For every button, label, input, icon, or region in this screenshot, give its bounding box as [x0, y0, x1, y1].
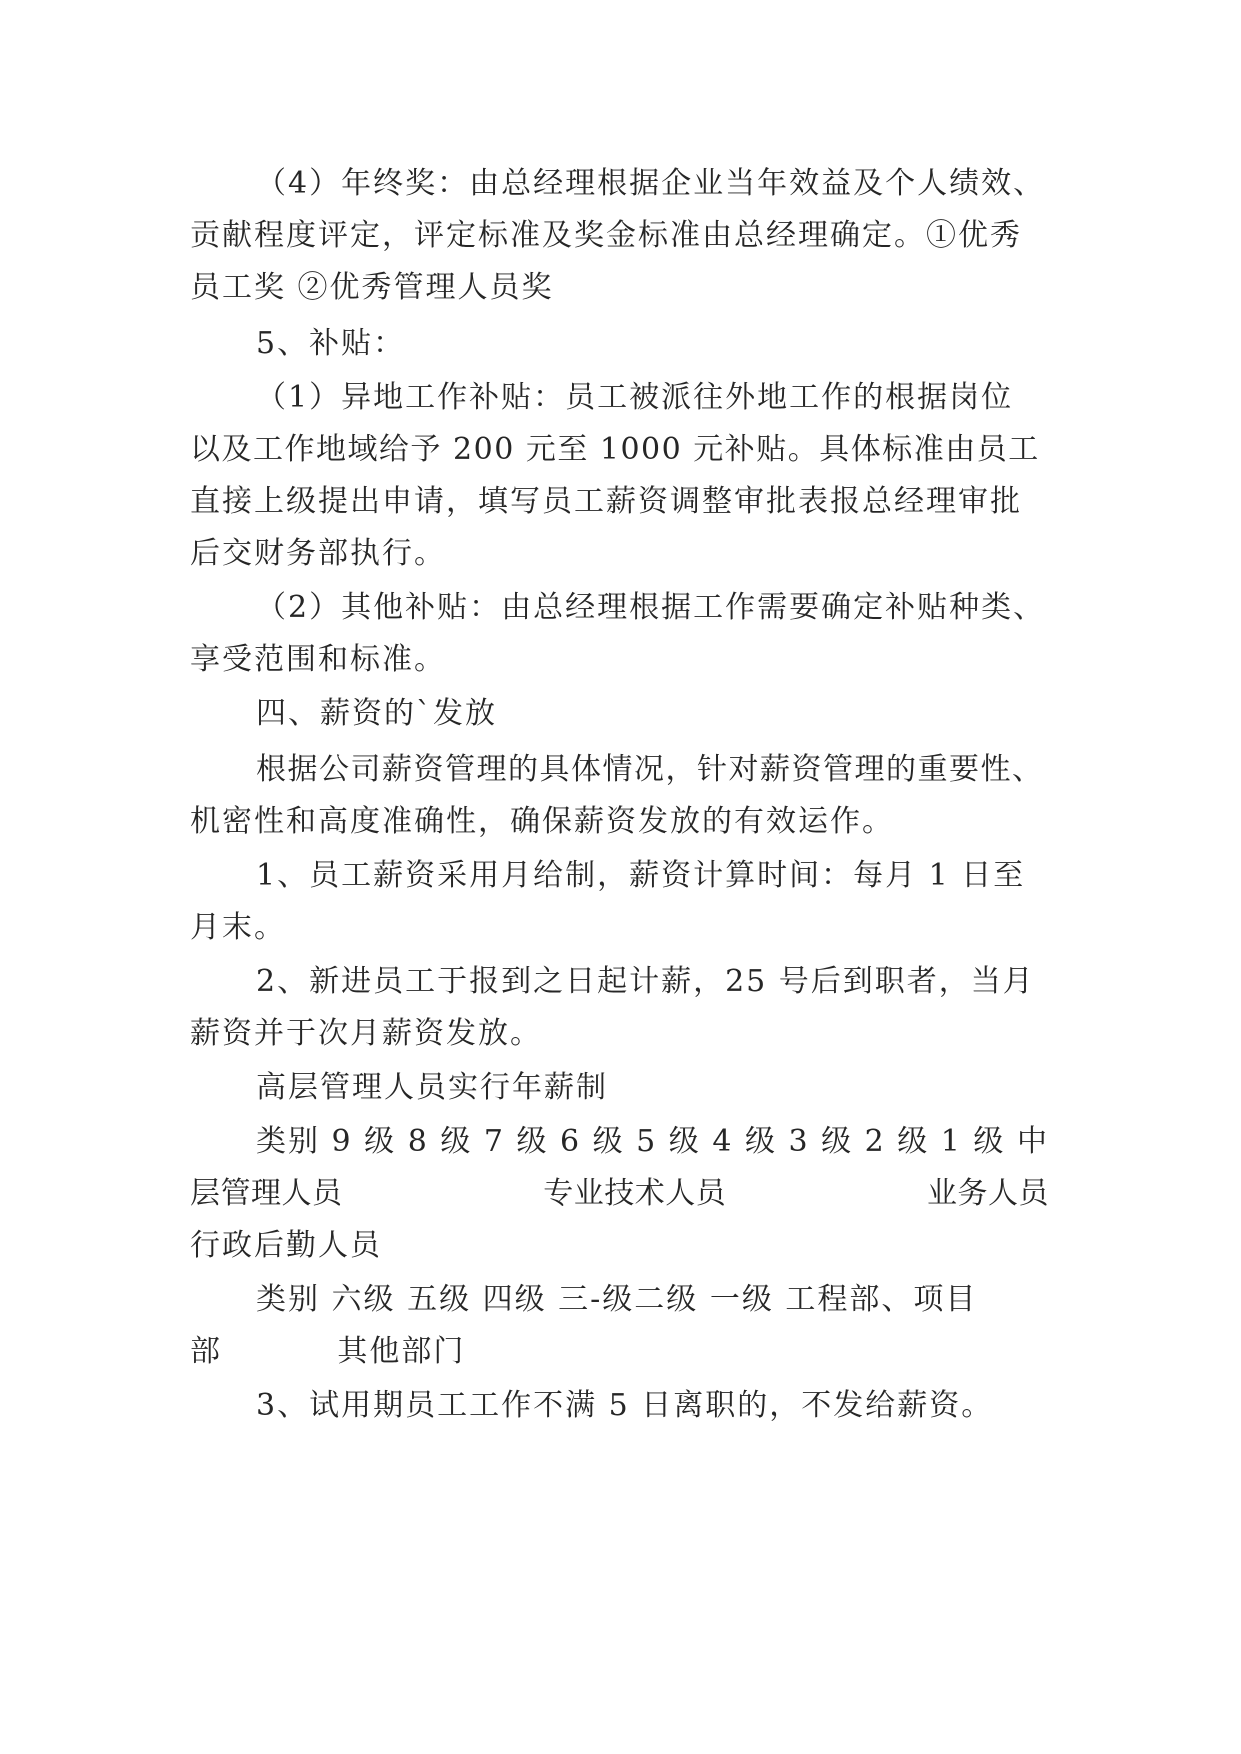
paragraph-line: 根据公司薪资管理的具体情况，针对薪资管理的重要性、	[256, 752, 1044, 787]
paragraph-line: 1、员工薪资采用月给制，薪资计算时间：每月 1 日至	[256, 858, 1026, 893]
paragraph-line: 薪资并于次月薪资发放。	[190, 1016, 542, 1051]
paragraph-line: 后交财务部执行。	[190, 536, 446, 571]
paragraph-line: 高层管理人员实行年薪制	[256, 1070, 608, 1105]
paragraph-line: 机密性和高度准确性，确保薪资发放的有效运作。	[190, 804, 894, 839]
section-heading: 四、薪资的`发放	[256, 696, 497, 731]
paragraph-line: （1）异地工作补贴：员工被派往外地工作的根据岗位	[256, 380, 1014, 415]
paragraph-line: 以及工作地域给予 200 元至 1000 元补贴。具体标准由员工	[190, 432, 1040, 467]
paragraph-line: 类别 9 级 8 级 7 级 6 级 5 级 4 级 3 级 2 级 1 级 中	[256, 1124, 1049, 1159]
paragraph-line: 行政后勤人员	[190, 1228, 382, 1263]
paragraph-line: 5、补贴：	[256, 326, 406, 361]
paragraph-line: 部 其他部门	[190, 1334, 466, 1369]
paragraph-line: 3、试用期员工工作不满 5 日离职的，不发给薪资。	[256, 1388, 994, 1423]
paragraph-line: （2）其他补贴：由总经理根据工作需要确定补贴种类、	[256, 590, 1046, 625]
paragraph-line: 2、新进员工于报到之日起计薪，25 号后到职者，当月	[256, 964, 1035, 999]
paragraph-line: 员工奖 ②优秀管理人员奖	[190, 270, 554, 305]
paragraph-line: 贡献程度评定，评定标准及奖金标准由总经理确定。①优秀	[190, 218, 1022, 253]
paragraph-line: 层管理人员 专业技术人员 业务人员	[190, 1176, 1049, 1211]
paragraph-line: 类别 六级 五级 四级 三-级二级 一级 工程部、项目	[256, 1282, 978, 1317]
paragraph-line: 直接上级提出申请，填写员工薪资调整审批表报总经理审批	[190, 484, 1022, 519]
paragraph-line: 享受范围和标准。	[190, 642, 446, 677]
paragraph-line: （4）年终奖：由总经理根据企业当年效益及个人绩效、	[256, 166, 1046, 201]
paragraph-line: 月末。	[190, 910, 286, 945]
